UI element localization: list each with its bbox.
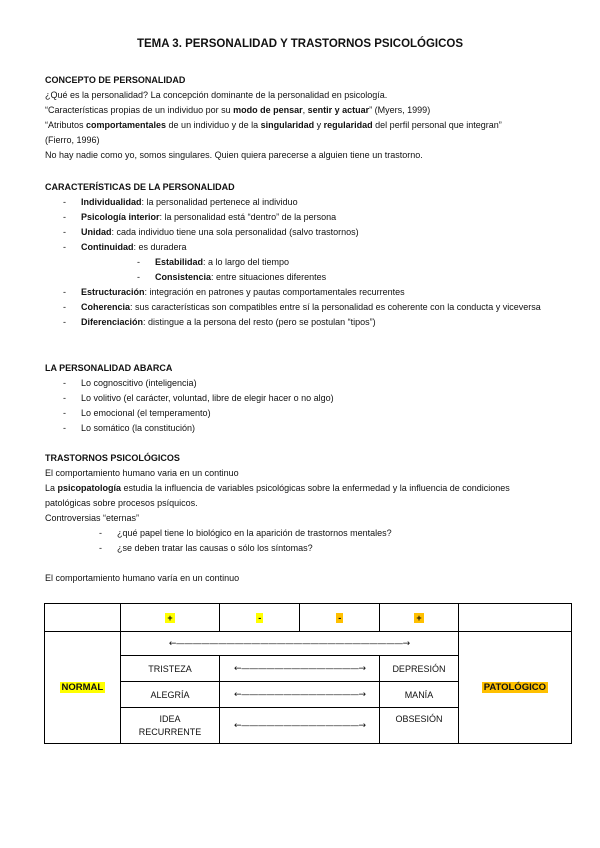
list-item: - Lo cognoscitivo (inteligencia) — [45, 376, 565, 391]
patologico-cell — [458, 632, 571, 744]
list-item: - Diferenciación: distingue a la persona del resto (pero se postulan “tipos”) — [45, 315, 565, 330]
quote-fierro: “Atributos comportamentales de un individuo y de la singularidad y regularidad del perfil personal que integran” — [45, 120, 502, 130]
plus-sign: + — [167, 612, 173, 623]
heading-concepto: CONCEPTO DE PERSONALIDAD — [45, 75, 186, 85]
list-item: - Continuidad: es duradera — [45, 240, 565, 255]
abarca-list — [45, 376, 565, 436]
list-item: - ¿qué papel tiene lo biológico en la aparición de trastornos mentales? — [45, 526, 565, 541]
list-item: - Psicología interior: la personalidad está “dentro” de la persona — [45, 210, 565, 225]
trastornos-psicopatologia: La psicopatología estudia la influencia de variables psicológicas sobre la enfermedad y la influencia de condiciones patológicas sobre procesos psíquicos. — [45, 483, 510, 508]
table-cell: OBSESIÓN — [380, 708, 458, 744]
table-cell — [220, 604, 300, 632]
table-cell — [300, 604, 380, 632]
table-cell — [220, 682, 380, 708]
table-cell — [120, 604, 220, 632]
concepto-note: No hay nadie como yo, somos singulares. Quien quiera parecerse a alguien tiene un trastorno. — [45, 150, 423, 160]
list-item: - Estructuración: integración en patrones y pautas comportamentales recurrentes — [45, 285, 565, 300]
long-arrow-icon: ←———————————————————————————→ — [168, 639, 410, 649]
table-cell — [380, 604, 458, 632]
caracteristicas-list — [45, 195, 565, 330]
table-cell: ALEGRÍA — [120, 682, 220, 708]
double-arrow-icon: ←——————————————→ — [234, 690, 366, 700]
quote-fierro-cite: (Fierro, 1996) — [45, 135, 100, 145]
continuum-table — [44, 603, 572, 744]
section-abarca — [45, 361, 565, 436]
table-cell: MANÍA — [380, 682, 458, 708]
trastornos-controversias: Controversias “eternas” — [45, 513, 140, 523]
list-item: - Lo volitivo (el carácter, voluntad, libre de elegir hacer o no algo) — [45, 391, 565, 406]
list-item: - Coherencia: sus características son compatibles entre sí la personalidad es coherente con la conducta y viceversa — [45, 300, 565, 315]
double-arrow-icon: ←——————————————→ — [234, 664, 366, 674]
table-cell: DEPRESIÓN — [380, 656, 458, 682]
minus-sign: - — [338, 612, 342, 623]
list-item: - Lo emocional (el temperamento) — [45, 406, 565, 421]
list-item: - ¿se deben tratar las causas o sólo los síntomas? — [45, 541, 565, 556]
heading-abarca: LA PERSONALIDAD ABARCA — [45, 363, 173, 373]
section-trastornos — [45, 451, 565, 586]
table-cell — [220, 708, 380, 744]
controversias-list — [45, 526, 565, 556]
page-title: TEMA 3. PERSONALIDAD Y TRASTORNOS PSICOLÓGICOS — [136, 38, 464, 50]
section-concepto — [45, 73, 565, 163]
concepto-question: ¿Qué es la personalidad? La concepción dominante de la personalidad en psicología. — [45, 90, 388, 100]
table-cell — [45, 604, 121, 632]
heading-caracteristicas: CARACTERÍSTICAS DE LA PERSONALIDAD — [45, 182, 235, 192]
long-arrow-cell — [120, 632, 458, 656]
patologico-label: PATOLÓGICO — [483, 682, 546, 693]
quote-myers: “Características propias de un individuo por su modo de pensar, sentir y actuar” (Myers, 1999) — [45, 105, 431, 115]
table-cell — [220, 656, 380, 682]
table-cell — [458, 604, 571, 632]
normal-cell — [45, 632, 121, 744]
plus-sign: + — [416, 612, 422, 623]
table-row — [45, 632, 572, 656]
normal-label: NORMAL — [61, 682, 104, 693]
list-item: - Estabilidad: a lo largo del tiempo — [45, 255, 565, 270]
list-item: - Unidad: cada individuo tiene una sola personalidad (salvo trastornos) — [45, 225, 565, 240]
trastornos-intro: El comportamiento humano varia en un continuo — [45, 468, 239, 478]
list-item: - Lo somático (la constitución) — [45, 421, 565, 436]
table-header-row — [45, 604, 572, 632]
double-arrow-icon: ←——————————————→ — [234, 721, 366, 731]
minus-sign: - — [258, 612, 262, 623]
table-cell: IDEA RECURRENTE — [120, 708, 220, 744]
trastornos-continuo: El comportamiento humano varía en un continuo — [45, 573, 240, 583]
list-item: - Individualidad: la personalidad pertenece al individuo — [45, 195, 565, 210]
section-caracteristicas — [45, 180, 565, 330]
list-item: - Consistencia: entre situaciones diferentes — [45, 270, 565, 285]
heading-trastornos: TRASTORNOS PSICOLÓGICOS — [45, 453, 180, 463]
table-cell: TRISTEZA — [120, 656, 220, 682]
